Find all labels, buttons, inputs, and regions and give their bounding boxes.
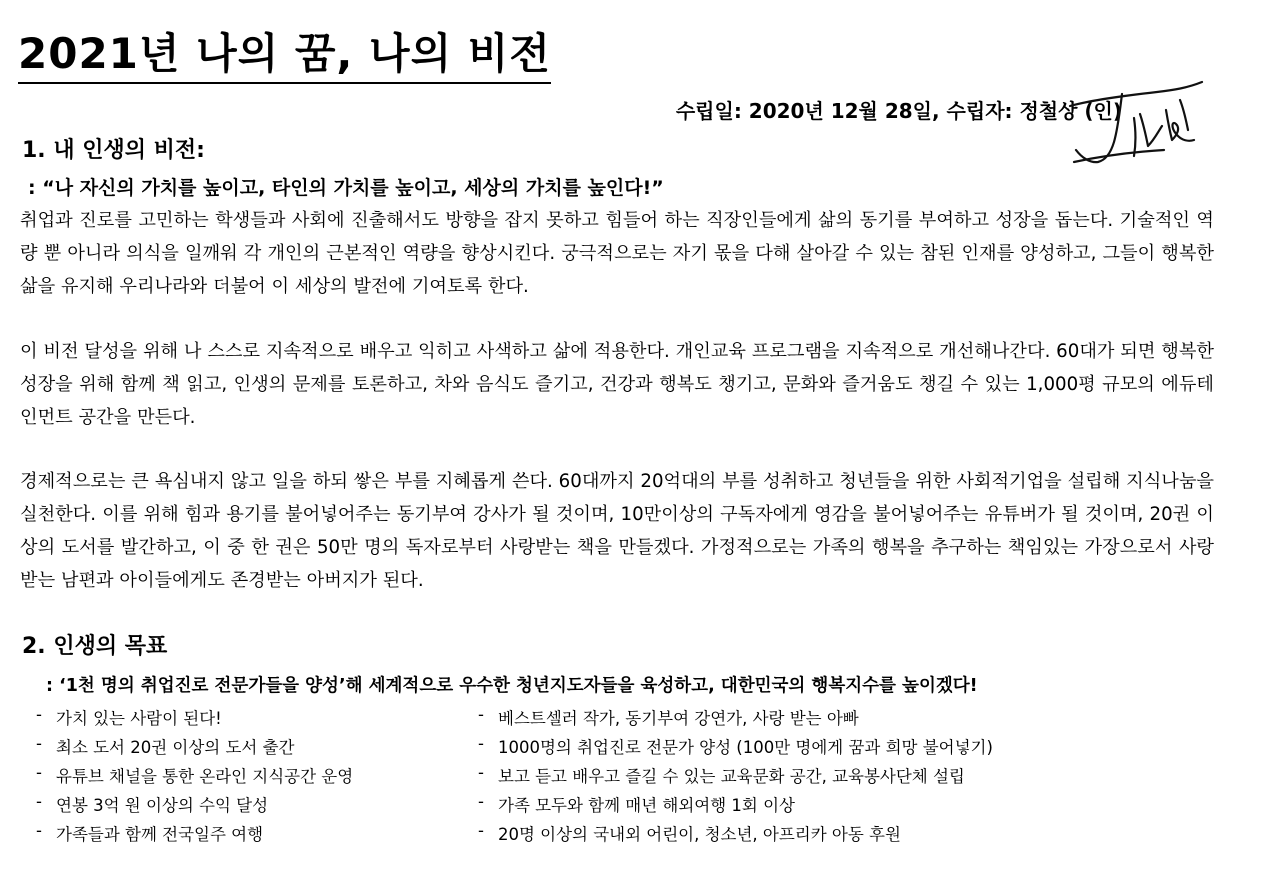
goal-item-left bbox=[36, 821, 478, 845]
goal-row bbox=[36, 789, 1216, 818]
bullet-dash: - bbox=[36, 791, 42, 811]
vision-paragraph-2: 이 비전 달성을 위해 나 스스로 지속적으로 배우고 익히고 사색하고 삶에 적용한다. 개인교육 프로그램을 지속적으로 개선해나간다. 60대가 되면 행복한 성장을 위해 함께 책 읽고, 인생의 문제를 토론하고, 차와 음식도 즐기고, 건강과 행복도 챙기고, 문화와 즐거움도 챙길 수 있는 1,000평 규모의 에듀테인먼트 공간을 만든다. bbox=[20, 341, 1214, 428]
bullet-dash: - bbox=[36, 704, 42, 724]
goal-text: 가족들과 함께 전국일주 여행 bbox=[56, 824, 264, 844]
goal-item-right bbox=[478, 763, 1216, 787]
goal-item-left bbox=[36, 705, 478, 729]
goal-item-right bbox=[478, 734, 1216, 758]
goal-item-left bbox=[36, 792, 478, 816]
bullet-dash: - bbox=[478, 762, 484, 782]
goal-text: 가족 모두와 함께 매년 해외여행 1회 이상 bbox=[498, 795, 795, 815]
vision-paragraph-3: 경제적으로는 큰 욕심내지 않고 일을 하되 쌓은 부를 지혜롭게 쓴다. 60대까지 20억대의 부를 성취하고 청년들을 위한 사회적기업을 설립해 지식나눔을 실천한다. 이를 위해 힘과 용기를 불어넣어주는 동기부여 강사가 될 것이며, 10만이상의 구독자에게 영감을 불어넣어주는 유튜버가 될 것이며, 20권 이상의 도서를 발간하고, 이 중 한 권은 50만 명의 독자로부터 사랑받는 책을 만들겠다. 가정적으로는 가족의 행복을 추구하는 책임있는 가장으로서 사랑받는 남편과 아이들에게도 존경받는 아버지가 된다. bbox=[20, 471, 1214, 591]
bullet-dash: - bbox=[478, 704, 484, 724]
goal-row bbox=[36, 702, 1216, 731]
goal-item-right bbox=[478, 792, 1216, 816]
goals-list bbox=[36, 702, 1216, 847]
goal-text: 유튜브 채널을 통한 온라인 지식공간 운영 bbox=[56, 766, 354, 786]
goal-item-left bbox=[36, 734, 478, 758]
goal-text: 연봉 3억 원 이상의 수익 달성 bbox=[56, 795, 269, 815]
goal-text: 20명 이상의 국내외 어린이, 청소년, 아프리카 아동 후원 bbox=[498, 824, 901, 844]
goal-item-right bbox=[478, 705, 1216, 729]
vision-motto: : “나 자신의 가치를 높이고, 타인의 가치를 높이고, 세상의 가치를 높인다!” bbox=[28, 177, 664, 199]
goal-text: 1000명의 취업진로 전문가 양성 (100만 명에게 꿈과 희망 불어넣기) bbox=[498, 737, 993, 757]
bullet-dash: - bbox=[478, 733, 484, 753]
goal-text: 최소 도서 20권 이상의 도서 출간 bbox=[56, 737, 295, 757]
bullet-dash: - bbox=[478, 791, 484, 811]
vision-paragraph-1: 취업과 진로를 고민하는 학생들과 사회에 진출해서도 방향을 잡지 못하고 힘들어 하는 직장인들에게 삶의 동기를 부여하고 성장을 돕는다. 기술적인 역량 뿐 아니라 의식을 일깨워 각 개인의 근본적인 역량을 향상시킨다. 궁극적으로는 자기 몫을 다해 살아갈 수 있는 참된 인재를 양성하고, 그들이 행복한 삶을 유지해 우리나라와 더불어 이 세상의 발전에 기여토록 한다. bbox=[20, 210, 1214, 297]
page-title: 2021년 나의 꿈, 나의 비전 bbox=[18, 28, 551, 84]
bullet-dash: - bbox=[478, 820, 484, 840]
goal-item-right bbox=[478, 821, 1216, 845]
section-vision-heading: 1. 내 인생의 비전: bbox=[22, 138, 205, 163]
bullet-dash: - bbox=[36, 733, 42, 753]
goal-row bbox=[36, 760, 1216, 789]
goal-text: 가치 있는 사람이 된다! bbox=[56, 708, 222, 728]
goal-text: 베스트셀러 작가, 동기부여 강연가, 사랑 받는 아빠 bbox=[498, 708, 859, 728]
bullet-dash: - bbox=[36, 762, 42, 782]
goal-row bbox=[36, 818, 1216, 847]
goal-item-left bbox=[36, 763, 478, 787]
section-goals-heading: 2. 인생의 목표 bbox=[22, 634, 168, 659]
goal-row bbox=[36, 731, 1216, 760]
goal-text: 보고 듣고 배우고 즐길 수 있는 교육문화 공간, 교육봉사단체 설립 bbox=[498, 766, 965, 786]
signature-image bbox=[1062, 70, 1212, 170]
document-meta: 수립일: 2020년 12월 28일, 수립자: 정철상 (인) bbox=[675, 99, 1122, 123]
goals-motto: : ‘1천 명의 취업진로 전문가들을 양성’해 세계적으로 우수한 청년지도자들을 육성하고, 대한민국의 행복지수를 높이겠다! bbox=[46, 676, 978, 696]
bullet-dash: - bbox=[36, 820, 42, 840]
